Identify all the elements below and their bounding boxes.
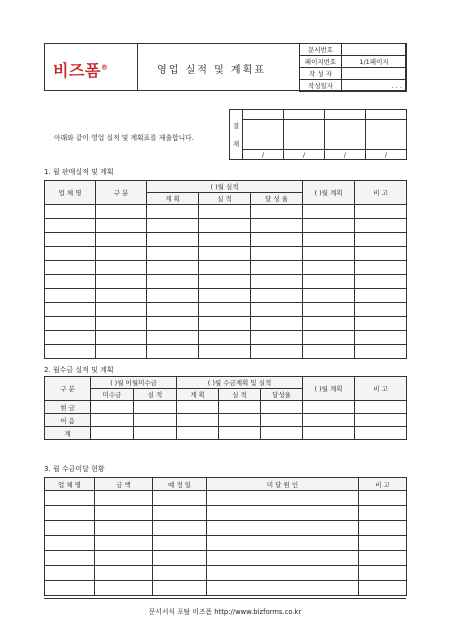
col-note: 비 고 <box>355 377 407 401</box>
table-row <box>45 506 407 521</box>
footer-divider <box>44 598 406 599</box>
section2-title: 2. 월수금 실적 및 계획 <box>44 366 114 374</box>
table-row <box>45 317 407 331</box>
approval-title-cell[interactable] <box>325 110 366 120</box>
approval-title-cell[interactable] <box>366 110 407 120</box>
table-row <box>45 233 407 247</box>
col-actual: 실 적 <box>199 193 251 205</box>
table-row <box>45 205 407 219</box>
approval-sign-cell[interactable] <box>243 120 284 150</box>
table-row <box>45 261 407 275</box>
meta-label: 작 성 자 <box>300 68 342 80</box>
table-row <box>45 581 407 596</box>
col-actual: 실 적 <box>219 389 261 401</box>
col-note: 비 고 <box>355 181 407 205</box>
table-row <box>45 247 407 261</box>
col-category: 구 분 <box>96 181 147 205</box>
meta-value[interactable] <box>342 44 407 56</box>
table-row <box>45 345 407 359</box>
approval-date-cell[interactable]: / <box>284 150 325 160</box>
col-achievement: 달성율 <box>261 389 303 401</box>
table-row <box>45 289 407 303</box>
approval-title-cell[interactable] <box>284 110 325 120</box>
approval-sign-cell[interactable] <box>366 120 407 150</box>
registered-mark: ® <box>100 63 109 72</box>
col-reason: 미 달 원 인 <box>207 478 359 491</box>
table-row <box>45 275 407 289</box>
col-actual: 실 적 <box>134 389 177 401</box>
approval-label-bottom: 재 <box>232 139 240 148</box>
section3-title: 3. 월 수금미달 현황 <box>44 465 105 473</box>
table-row <box>45 491 407 506</box>
col-next-plan: ( )월 계획 <box>303 181 355 205</box>
table-row <box>45 331 407 345</box>
document-meta-table <box>299 43 407 92</box>
collection-table <box>44 376 407 440</box>
table-row <box>45 414 407 427</box>
col-due-date: 예 정 일 <box>153 478 207 491</box>
table-row <box>45 536 407 551</box>
meta-value[interactable]: 1/1페이지 <box>342 56 407 68</box>
sales-table <box>44 180 407 359</box>
meta-value[interactable]: . . . <box>342 80 407 92</box>
approval-sign-cell[interactable] <box>325 120 366 150</box>
col-amount: 금 액 <box>95 478 153 491</box>
approval-sign-cell[interactable] <box>284 120 325 150</box>
meta-value[interactable] <box>342 68 407 80</box>
section1-title: 1. 월 판매실적 및 계획 <box>44 168 114 176</box>
col-receivable: 미수금 <box>91 389 134 401</box>
table-row <box>45 566 407 581</box>
table-row <box>45 303 407 317</box>
table-row <box>45 219 407 233</box>
col-plan: 계 획 <box>177 389 219 401</box>
table-row <box>45 551 407 566</box>
col-note: 비 고 <box>359 478 407 491</box>
col-company: 업 체 명 <box>45 181 96 205</box>
meta-label: 문서번호 <box>300 44 342 56</box>
col-company: 업 체 명 <box>45 478 95 491</box>
logo-text: 비즈폼 <box>53 61 101 80</box>
footer-text: 문서서식 포탈 비즈폼 http://www.bizforms.co.kr <box>148 608 302 616</box>
col-carry-over: ( )월 이월미수금 <box>91 377 177 389</box>
table-row <box>45 427 407 440</box>
approval-date-cell[interactable]: / <box>325 150 366 160</box>
approval-date-cell[interactable]: / <box>243 150 284 160</box>
document-header <box>44 43 406 91</box>
approval-label-top: 결 <box>232 121 240 130</box>
col-achievement: 달 성 율 <box>251 193 303 205</box>
row-label: 현 금 <box>45 401 91 414</box>
row-label: 계 <box>45 427 91 440</box>
intro-text: 아래와 같이 영업 실적 및 계획표를 제출합니다. <box>54 134 194 142</box>
table-row <box>45 521 407 536</box>
approval-title-cell[interactable] <box>243 110 284 120</box>
col-category: 구 분 <box>45 377 91 401</box>
row-label: 어 음 <box>45 414 91 427</box>
col-collection-plan: ( )월 수금계획 및 실적 <box>177 377 303 389</box>
meta-label: 작성일자 <box>300 80 342 92</box>
shortfall-table <box>44 477 407 596</box>
approval-box <box>229 109 407 160</box>
table-row <box>45 401 407 414</box>
page-title: 영업 실적 및 계획표 <box>157 65 266 76</box>
approval-label <box>230 110 243 160</box>
col-plan: 계 획 <box>147 193 199 205</box>
col-next-plan: ( )월 계획 <box>303 377 355 401</box>
col-month-actual: ( )월 실적 <box>147 181 303 193</box>
logo <box>53 58 108 81</box>
approval-date-cell[interactable]: / <box>366 150 407 160</box>
meta-label: 페이지번호 <box>300 56 342 68</box>
